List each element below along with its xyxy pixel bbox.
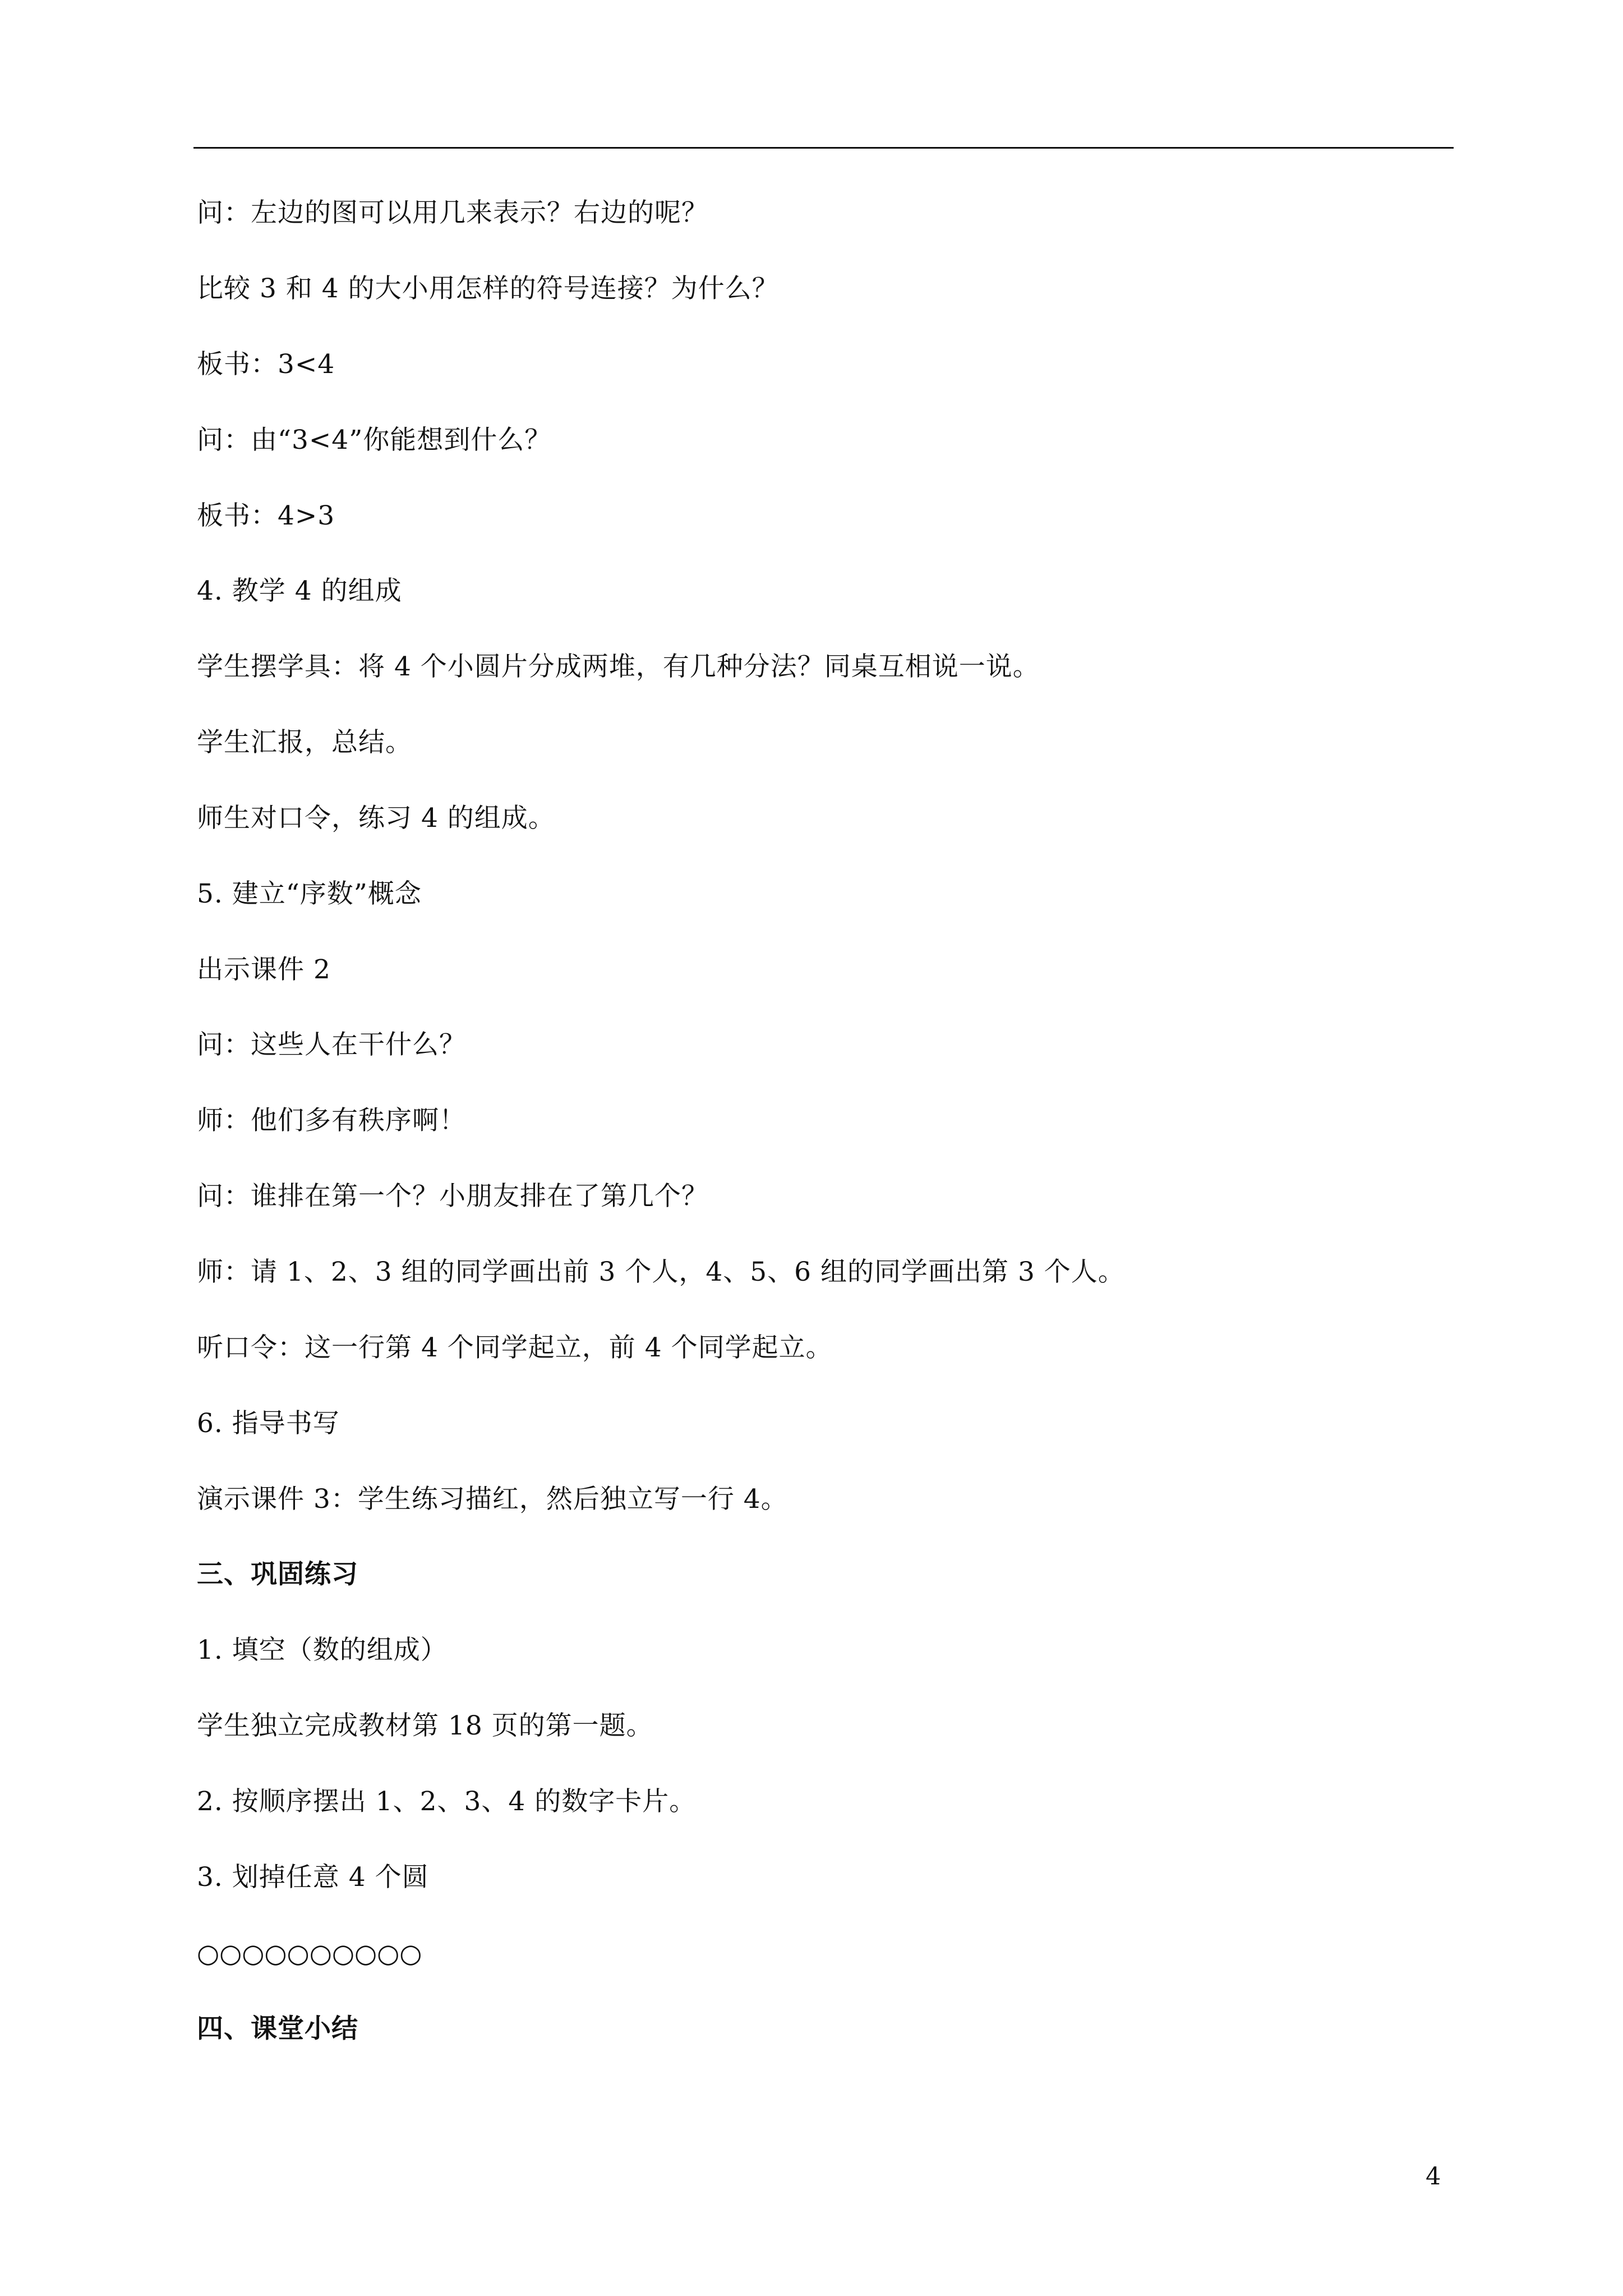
page-number: 4 — [1426, 2162, 1441, 2191]
heading-consolidation-practice: 三、巩固练习 — [197, 1559, 358, 1590]
section-ordinal-concept: 5. 建立“序数”概念 — [197, 878, 422, 909]
header-rule — [193, 147, 1454, 149]
listen-to-commands: 听口令：这一行第 4 个同学起立，前 4 个同学起立。 — [197, 1332, 833, 1363]
show-courseware-2: 出示课件 2 — [197, 954, 331, 985]
question-what-are-they-doing: 问：这些人在干什么？ — [197, 1029, 466, 1060]
teacher-student-drill: 师生对口令，练习 4 的组成。 — [197, 803, 555, 834]
students-report: 学生汇报，总结。 — [197, 727, 412, 758]
exercise-fill-blanks: 1. 填空（数的组成） — [197, 1635, 448, 1665]
question-left-right-figures: 问：左边的图可以用几来表示？右边的呢？ — [197, 197, 708, 228]
textbook-page-18-task: 学生独立完成教材第 18 页的第一题。 — [197, 1710, 653, 1741]
exercise-cross-out-circles: 3. 划掉任意 4 个圆 — [197, 1862, 429, 1893]
question-what-can-you-think: 问：由“3<4”你能想到什么？ — [197, 425, 552, 455]
board-writing-3-less-4: 板书：3<4 — [197, 349, 335, 380]
section-writing-guidance: 6. 指导书写 — [197, 1408, 340, 1439]
circle-row: ○○○○○○○○○○ — [197, 1938, 422, 1968]
compare-3-and-4: 比较 3 和 4 的大小用怎样的符号连接？为什么？ — [197, 273, 779, 304]
demo-courseware-3: 演示课件 3：学生练习描红，然后独立写一行 4。 — [197, 1484, 788, 1515]
section-teach-composition-of-4: 4. 教学 4 的组成 — [197, 576, 402, 606]
teacher-drawing-instructions: 师：请 1、2、3 组的同学画出前 3 个人，4、5、6 组的同学画出第 3 个人。 — [197, 1257, 1125, 1287]
question-who-is-first: 问：谁排在第一个？小朋友排在了第几个？ — [197, 1181, 708, 1212]
exercise-arrange-cards: 2. 按顺序摆出 1、2、3、4 的数字卡片。 — [197, 1786, 697, 1817]
board-writing-4-greater-3: 板书：4>3 — [197, 500, 335, 531]
heading-class-summary: 四、课堂小结 — [197, 2013, 358, 2044]
teacher-orderly-remark: 师：他们多有秩序啊！ — [197, 1105, 466, 1136]
students-place-tools: 学生摆学具：将 4 个小圆片分成两堆，有几种分法？同桌互相说一说。 — [197, 651, 1040, 682]
